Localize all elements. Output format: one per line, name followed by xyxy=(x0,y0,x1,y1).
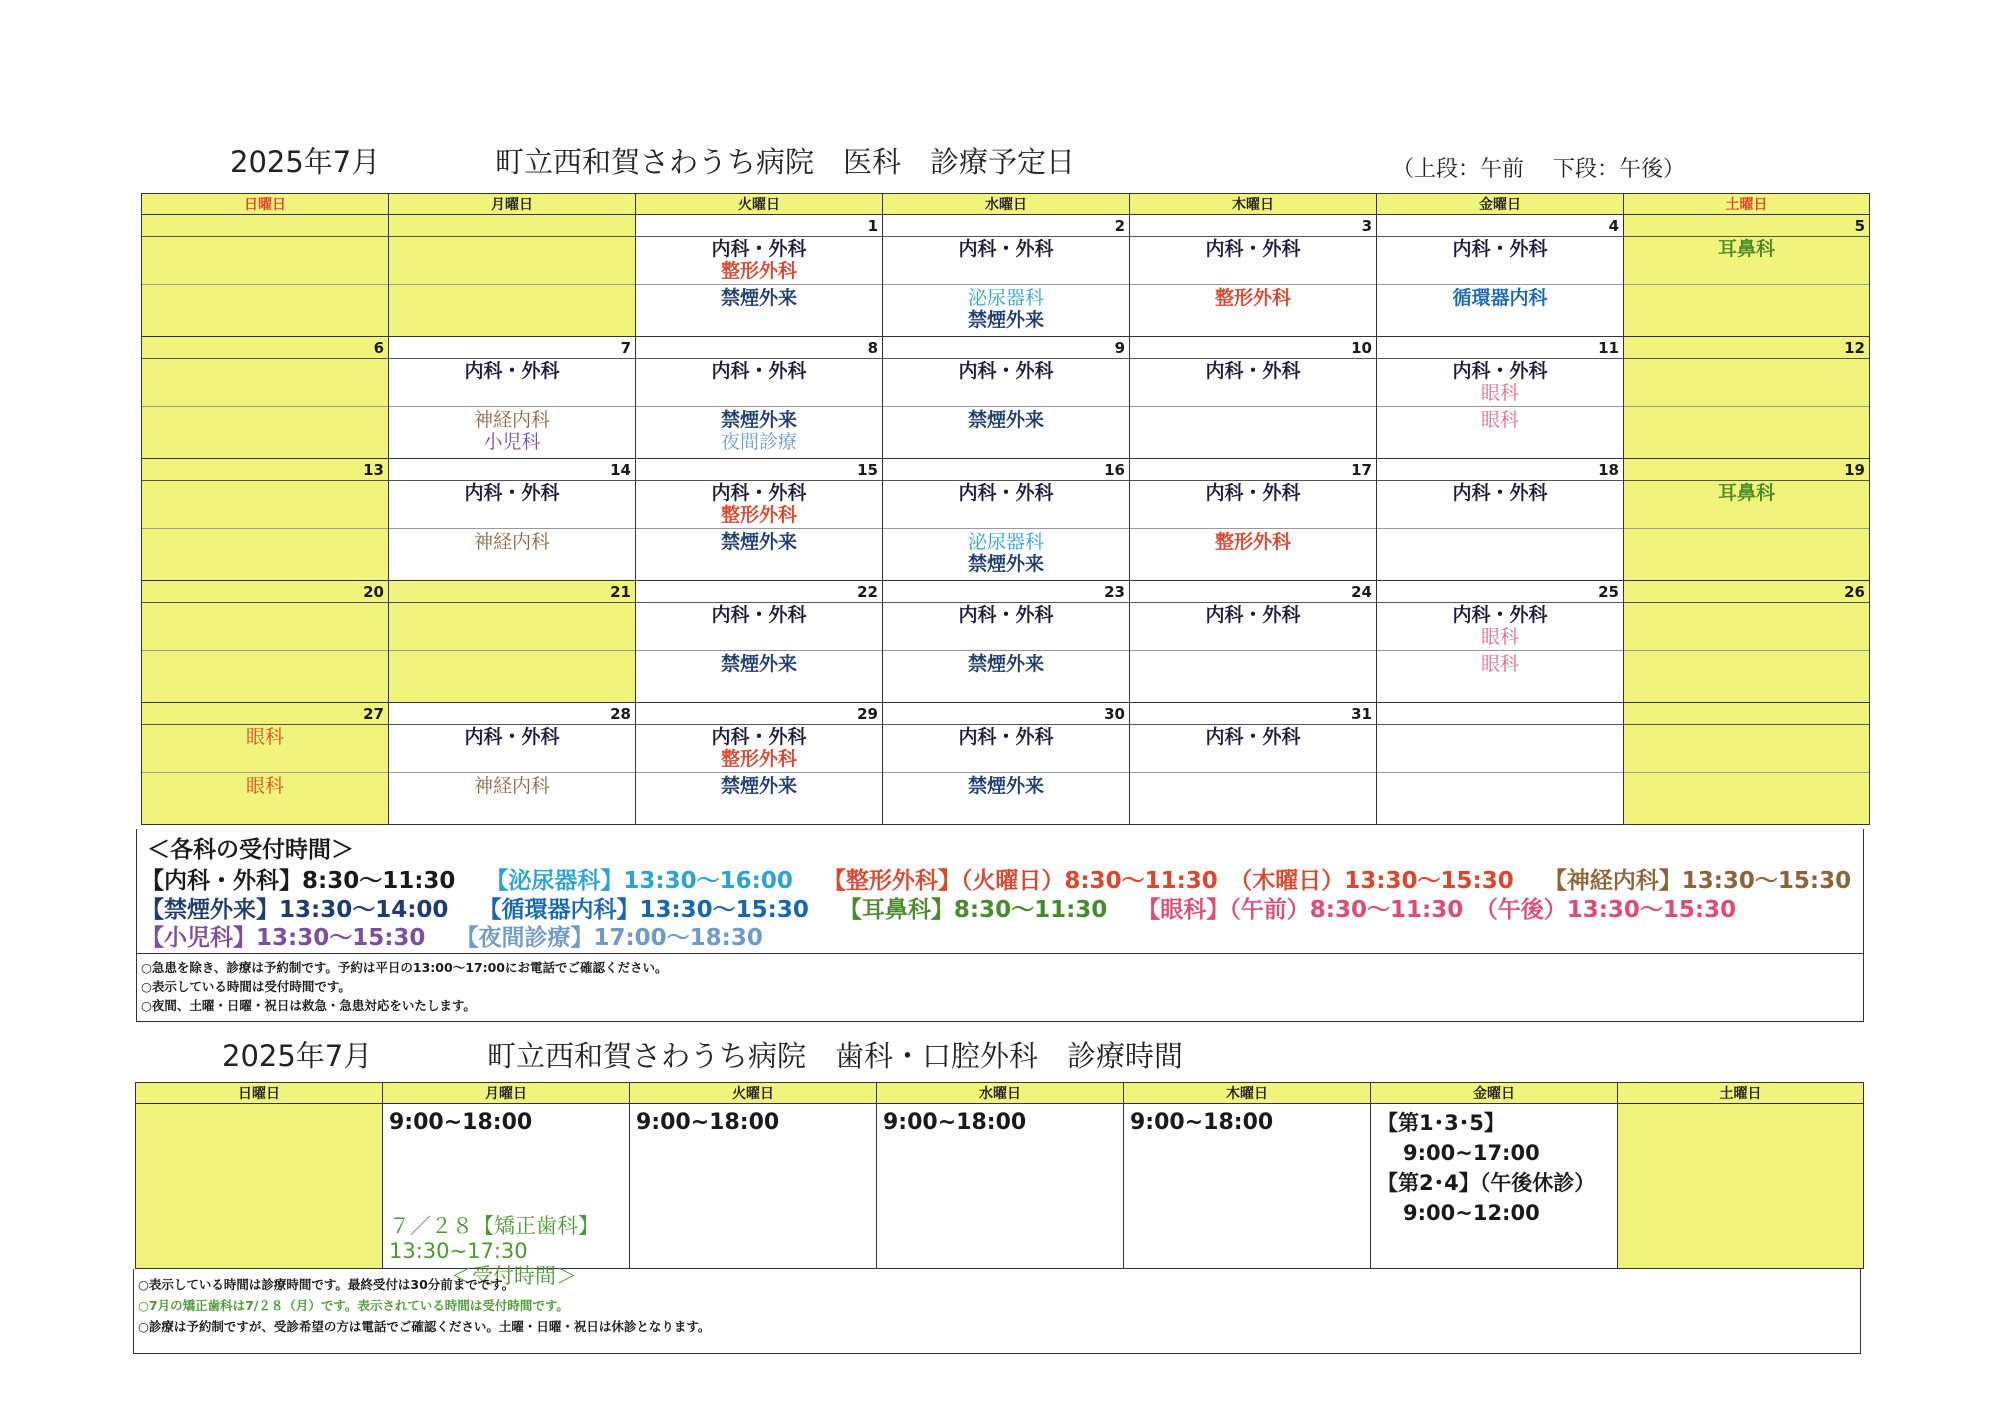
weekday-header: 土曜日 xyxy=(1624,194,1870,215)
dental-title-row xyxy=(222,1034,1722,1074)
department-label: 眼科 xyxy=(1480,382,1519,404)
calendar-day xyxy=(389,215,636,337)
weekday-header: 火曜日 xyxy=(630,1083,877,1104)
department-label: 整形外科 xyxy=(720,504,797,526)
cell-divider xyxy=(883,602,1129,603)
department-label: 小児科 xyxy=(483,431,541,453)
day-number: 26 xyxy=(1844,583,1865,601)
afternoon-slot xyxy=(1377,653,1623,675)
medical-month: 2025年7月 xyxy=(230,145,381,179)
morning-slot xyxy=(1377,238,1623,260)
calendar-day xyxy=(636,703,883,825)
calendar-day xyxy=(389,703,636,825)
calendar-day xyxy=(142,337,389,459)
day-number: 5 xyxy=(1854,217,1865,235)
department-label: 循環器内科 xyxy=(1452,287,1548,309)
calendar-day xyxy=(142,703,389,825)
calendar-day xyxy=(1377,581,1624,703)
afternoon-slot xyxy=(1130,287,1376,309)
department-label: 神経内科 xyxy=(473,409,550,431)
department-label: 禁煙外来 xyxy=(967,775,1044,797)
friday-week-135: 【第1･3･5】 xyxy=(1377,1111,1505,1135)
cell-divider xyxy=(1377,602,1623,603)
reception-hours-item: 【小児科】13:30～15:30 xyxy=(141,925,426,951)
day-number: 3 xyxy=(1361,217,1372,235)
cell-divider xyxy=(389,772,635,773)
weekday-header: 木曜日 xyxy=(1130,194,1377,215)
day-number: 28 xyxy=(610,705,631,723)
day-number: 9 xyxy=(1114,339,1125,357)
reception-line-3 xyxy=(141,919,793,952)
afternoon-slot xyxy=(636,775,882,797)
morning-slot xyxy=(636,726,882,770)
medical-calendar xyxy=(141,193,1870,825)
department-label: 内科・外科 xyxy=(711,482,807,504)
cell-divider xyxy=(1377,236,1623,237)
cell-divider xyxy=(1624,284,1869,285)
weekday-header: 水曜日 xyxy=(877,1083,1124,1104)
day-number: 18 xyxy=(1598,461,1619,479)
morning-slot xyxy=(389,360,635,382)
day-number: 15 xyxy=(857,461,878,479)
ortho-hours: 13:30~17:30 xyxy=(389,1239,528,1263)
department-label: 内科・外科 xyxy=(464,360,560,382)
afternoon-slot xyxy=(883,287,1129,331)
afternoon-slot xyxy=(636,409,882,453)
department-label: 内科・外科 xyxy=(1205,726,1301,748)
cell-divider xyxy=(142,236,388,237)
day-number: 20 xyxy=(363,583,384,601)
cell-divider xyxy=(1624,406,1869,407)
day-number: 17 xyxy=(1351,461,1372,479)
weekday-header: 土曜日 xyxy=(1618,1083,1864,1104)
weekday-header: 木曜日 xyxy=(1124,1083,1371,1104)
afternoon-slot xyxy=(883,409,1129,431)
friday-week-24: 【第2･4】（午後休診） xyxy=(1377,1171,1596,1195)
weekday-header: 月曜日 xyxy=(383,1083,630,1104)
department-label: 内科・外科 xyxy=(958,726,1054,748)
morning-slot xyxy=(1130,238,1376,260)
morning-slot xyxy=(389,726,635,748)
calendar-day xyxy=(142,215,389,337)
department-label: 整形外科 xyxy=(720,260,797,282)
cell-divider xyxy=(1624,724,1869,725)
morning-slot xyxy=(1377,360,1623,404)
cell-divider xyxy=(1377,724,1623,725)
reception-hours-item: 【夜間診療】17:00～18:30 xyxy=(455,925,763,951)
cell-divider xyxy=(883,528,1129,529)
afternoon-slot xyxy=(1377,409,1623,431)
department-label: 内科・外科 xyxy=(1205,482,1301,504)
reception-hours-item: 【耳鼻科】8:30～11:30 xyxy=(838,897,1108,923)
morning-slot xyxy=(1130,726,1376,748)
cell-divider xyxy=(1377,480,1623,481)
cell-divider xyxy=(1624,358,1869,359)
cell-divider xyxy=(389,406,635,407)
department-label: 内科・外科 xyxy=(1452,604,1548,626)
dental-wednesday xyxy=(877,1104,1124,1269)
morning-slot xyxy=(1624,482,1869,504)
afternoon-slot xyxy=(636,531,882,553)
morning-slot xyxy=(636,360,882,382)
cell-divider xyxy=(883,724,1129,725)
day-number: 19 xyxy=(1844,461,1865,479)
department-label: 眼科 xyxy=(245,775,284,797)
cell-divider xyxy=(1130,358,1376,359)
calendar-day xyxy=(1624,703,1870,825)
department-label: 整形外科 xyxy=(720,748,797,770)
department-label: 整形外科 xyxy=(1214,287,1291,309)
calendar-day xyxy=(883,459,1130,581)
cell-divider xyxy=(883,236,1129,237)
calendar-day xyxy=(1130,581,1377,703)
cell-divider xyxy=(1130,480,1376,481)
day-number: 22 xyxy=(857,583,878,601)
morning-slot xyxy=(389,482,635,504)
day-number: 7 xyxy=(620,339,631,357)
ortho-date: ７／２８【矯正歯科】 xyxy=(389,1214,599,1238)
department-label: 耳鼻科 xyxy=(1717,482,1775,504)
morning-slot xyxy=(636,238,882,282)
afternoon-slot xyxy=(389,409,635,453)
cell-divider xyxy=(1130,602,1376,603)
department-label: 内科・外科 xyxy=(1205,238,1301,260)
cell-divider xyxy=(1624,528,1869,529)
cell-divider xyxy=(142,480,388,481)
day-number: 31 xyxy=(1351,705,1372,723)
friday-hours-135: 9:00~17:00 xyxy=(1403,1141,1540,1165)
dental-thursday xyxy=(1124,1104,1371,1269)
cell-divider xyxy=(883,406,1129,407)
cell-divider xyxy=(636,724,882,725)
department-label: 眼科 xyxy=(245,726,284,748)
cell-divider xyxy=(142,284,388,285)
calendar-day xyxy=(636,581,883,703)
dental-saturday xyxy=(1618,1104,1864,1269)
am-pm-legend: （上段：午前 下段：午後） xyxy=(1392,157,1685,182)
dental-title: 町立西和賀さわうち病院 歯科・口腔外科 診療時間 xyxy=(487,1039,1184,1073)
cell-divider xyxy=(636,236,882,237)
reception-heading: ＜各科の受付時間＞ xyxy=(147,837,354,863)
reception-hours-item: 【眼科】（午前）8:30～11:30 （午後）13:30～15:30 xyxy=(1137,897,1737,923)
morning-slot xyxy=(883,360,1129,382)
cell-divider xyxy=(883,358,1129,359)
calendar-day xyxy=(1377,703,1624,825)
cell-divider xyxy=(1130,236,1376,237)
medical-note-3: ○夜間、土曜・日曜・祝日は救急・急患対応をいたします。 xyxy=(141,998,476,1013)
calendar-day xyxy=(1130,215,1377,337)
calendar-day xyxy=(142,459,389,581)
cell-divider xyxy=(142,724,388,725)
reception-hours-item: 【禁煙外来】13:30～14:00 xyxy=(141,897,449,923)
cell-divider xyxy=(1624,236,1869,237)
department-label: 泌尿器科 xyxy=(967,287,1044,309)
medical-note-2: ○表示している時間は受付時間です。 xyxy=(141,979,351,994)
calendar-day xyxy=(636,215,883,337)
calendar-day xyxy=(389,337,636,459)
cell-divider xyxy=(1377,406,1623,407)
cell-divider xyxy=(142,528,388,529)
calendar-day xyxy=(1130,703,1377,825)
department-label: 整形外科 xyxy=(1214,531,1291,553)
weekday-header: 金曜日 xyxy=(1377,194,1624,215)
reception-hours-item: 【内科・外科】8:30～11:30 xyxy=(141,868,456,894)
cell-divider xyxy=(389,480,635,481)
calendar-day xyxy=(1130,459,1377,581)
department-label: 眼科 xyxy=(1480,409,1519,431)
cell-divider xyxy=(389,284,635,285)
medical-note-1: ○急患を除き、診療は予約制です。予約は平日の13:00～17:00にお電話でご確認ください。 xyxy=(141,960,668,975)
department-label: 泌尿器科 xyxy=(967,531,1044,553)
calendar-day xyxy=(883,581,1130,703)
day-number: 24 xyxy=(1351,583,1372,601)
cell-divider xyxy=(142,650,388,651)
department-label: 内科・外科 xyxy=(711,238,807,260)
morning-slot xyxy=(1130,360,1376,382)
morning-slot xyxy=(1624,238,1869,260)
reception-hours-item: 【循環器内科】13:30～15:30 xyxy=(478,897,809,923)
dental-month: 2025年7月 xyxy=(222,1039,373,1073)
day-number: 21 xyxy=(610,583,631,601)
cell-divider xyxy=(636,480,882,481)
day-number: 25 xyxy=(1598,583,1619,601)
department-label: 内科・外科 xyxy=(464,726,560,748)
department-label: 内科・外科 xyxy=(1452,238,1548,260)
dental-note-3: ○診療は予約制ですが、受診希望の方は電話でご確認ください。土曜・日曜・祝日は休診となります。 xyxy=(138,1319,711,1334)
cell-divider xyxy=(636,650,882,651)
day-number: 30 xyxy=(1104,705,1125,723)
cell-divider xyxy=(636,284,882,285)
monday-hours: 9:00~18:00 xyxy=(389,1110,533,1135)
department-label: 内科・外科 xyxy=(464,482,560,504)
reception-hours-box xyxy=(136,829,1864,1022)
calendar-day xyxy=(1377,337,1624,459)
afternoon-slot xyxy=(883,531,1129,575)
afternoon-slot xyxy=(389,531,635,553)
department-label: 内科・外科 xyxy=(1205,604,1301,626)
friday-hours xyxy=(1377,1108,1595,1228)
morning-slot xyxy=(1130,482,1376,504)
weekday-header: 日曜日 xyxy=(136,1083,383,1104)
cell-divider xyxy=(883,772,1129,773)
department-label: 禁煙外来 xyxy=(967,409,1044,431)
cell-divider xyxy=(883,650,1129,651)
cell-divider xyxy=(636,358,882,359)
department-label: 内科・外科 xyxy=(958,238,1054,260)
department-label: 禁煙外来 xyxy=(720,531,797,553)
reception-hours-item: 【整形外科】（火曜日）8:30～11:30 （木曜日）13:30～15:30 xyxy=(822,868,1514,894)
calendar-day xyxy=(1624,581,1870,703)
department-label: 禁煙外来 xyxy=(720,287,797,309)
tuesday-hours: 9:00~18:00 xyxy=(636,1110,780,1135)
cell-divider xyxy=(1130,284,1376,285)
day-number: 10 xyxy=(1351,339,1372,357)
wednesday-hours: 9:00~18:00 xyxy=(883,1110,1027,1135)
day-number: 2 xyxy=(1114,217,1125,235)
cell-divider xyxy=(1624,480,1869,481)
dental-note-2: ○7月の矯正歯科は7/２８（月）です。表示されている時間は受付時間です。 xyxy=(138,1298,569,1313)
cell-divider xyxy=(1624,650,1869,651)
reception-hours-item: 【神経内科】13:30～15:30 xyxy=(1543,868,1852,894)
department-label: 耳鼻科 xyxy=(1717,238,1775,260)
department-label: 禁煙外来 xyxy=(720,653,797,675)
cell-divider xyxy=(1130,528,1376,529)
calendar-day xyxy=(1624,337,1870,459)
morning-slot xyxy=(1377,482,1623,504)
department-label: 内科・外科 xyxy=(711,604,807,626)
department-label: 禁煙外来 xyxy=(967,653,1044,675)
cell-divider xyxy=(389,236,635,237)
department-label: 内科・外科 xyxy=(958,604,1054,626)
cell-divider xyxy=(1377,358,1623,359)
department-label: 内科・外科 xyxy=(1452,482,1548,504)
cell-divider xyxy=(389,724,635,725)
calendar-day xyxy=(1377,215,1624,337)
department-label: 内科・外科 xyxy=(711,726,807,748)
medical-title: 町立西和賀さわうち病院 医科 診療予定日 xyxy=(495,145,1076,179)
department-label: 夜間診療 xyxy=(720,431,797,453)
cell-divider xyxy=(1377,650,1623,651)
cell-divider xyxy=(883,480,1129,481)
calendar-day xyxy=(389,459,636,581)
weekday-header: 金曜日 xyxy=(1371,1083,1618,1104)
afternoon-slot xyxy=(883,775,1129,797)
department-label: 禁煙外来 xyxy=(967,553,1044,575)
morning-slot xyxy=(883,604,1129,626)
day-number: 1 xyxy=(867,217,878,235)
afternoon-slot xyxy=(142,775,388,797)
day-number: 16 xyxy=(1104,461,1125,479)
dental-notes-box xyxy=(133,1269,1861,1354)
cell-divider xyxy=(389,528,635,529)
dental-sunday xyxy=(136,1104,383,1269)
calendar-day xyxy=(883,703,1130,825)
afternoon-slot xyxy=(636,653,882,675)
day-number: 27 xyxy=(363,705,384,723)
dental-monday xyxy=(383,1104,630,1288)
department-label: 内科・外科 xyxy=(958,360,1054,382)
cell-divider xyxy=(142,602,388,603)
calendar-day xyxy=(1624,215,1870,337)
dental-note-1: ○表示している時間は診療時間です。最終受付は30分前までです。 xyxy=(138,1277,515,1292)
day-number: 6 xyxy=(373,339,384,357)
weekday-header: 水曜日 xyxy=(883,194,1130,215)
dental-friday xyxy=(1371,1104,1618,1269)
morning-slot xyxy=(636,482,882,526)
day-number: 13 xyxy=(363,461,384,479)
cell-divider xyxy=(142,358,388,359)
cell-divider xyxy=(1130,650,1376,651)
department-label: 禁煙外来 xyxy=(720,409,797,431)
calendar-day xyxy=(389,581,636,703)
day-number: 14 xyxy=(610,461,631,479)
calendar-day xyxy=(636,337,883,459)
cell-divider xyxy=(1377,528,1623,529)
divider xyxy=(137,953,1863,954)
calendar-day xyxy=(1130,337,1377,459)
day-number: 12 xyxy=(1844,339,1865,357)
calendar-day xyxy=(1377,459,1624,581)
cell-divider xyxy=(1377,772,1623,773)
cell-divider xyxy=(1624,772,1869,773)
dental-tuesday xyxy=(630,1104,877,1269)
cell-divider xyxy=(389,358,635,359)
cell-divider xyxy=(1624,602,1869,603)
department-label: 神経内科 xyxy=(473,531,550,553)
cell-divider xyxy=(389,602,635,603)
morning-slot xyxy=(883,482,1129,504)
day-number: 11 xyxy=(1598,339,1619,357)
cell-divider xyxy=(636,772,882,773)
cell-divider xyxy=(1377,284,1623,285)
calendar-day xyxy=(636,459,883,581)
department-label: 内科・外科 xyxy=(711,360,807,382)
morning-slot xyxy=(142,726,388,748)
cell-divider xyxy=(636,406,882,407)
friday-hours-24: 9:00~12:00 xyxy=(1403,1201,1540,1225)
ortho-label: ＜受付時間＞ xyxy=(451,1264,577,1288)
calendar-day xyxy=(142,581,389,703)
day-number: 23 xyxy=(1104,583,1125,601)
department-label: 禁煙外来 xyxy=(720,775,797,797)
weekday-header: 日曜日 xyxy=(142,194,389,215)
cell-divider xyxy=(1130,406,1376,407)
afternoon-slot xyxy=(1377,287,1623,309)
calendar-day xyxy=(1624,459,1870,581)
morning-slot xyxy=(1377,604,1623,648)
afternoon-slot xyxy=(389,775,635,797)
cell-divider xyxy=(1130,772,1376,773)
department-label: 神経内科 xyxy=(473,775,550,797)
thursday-hours: 9:00~18:00 xyxy=(1130,1110,1274,1135)
department-label: 眼科 xyxy=(1480,653,1519,675)
day-number: 29 xyxy=(857,705,878,723)
afternoon-slot xyxy=(1130,531,1376,553)
cell-divider xyxy=(883,284,1129,285)
cell-divider xyxy=(142,772,388,773)
calendar-day xyxy=(883,215,1130,337)
cell-divider xyxy=(142,406,388,407)
weekday-header: 火曜日 xyxy=(636,194,883,215)
cell-divider xyxy=(636,528,882,529)
morning-slot xyxy=(1130,604,1376,626)
calendar-day xyxy=(883,337,1130,459)
department-label: 眼科 xyxy=(1480,626,1519,648)
morning-slot xyxy=(883,726,1129,748)
cell-divider xyxy=(636,602,882,603)
morning-slot xyxy=(636,604,882,626)
weekday-header: 月曜日 xyxy=(389,194,636,215)
department-label: 内科・外科 xyxy=(1452,360,1548,382)
afternoon-slot xyxy=(636,287,882,309)
day-number: 4 xyxy=(1608,217,1619,235)
department-label: 内科・外科 xyxy=(958,482,1054,504)
cell-divider xyxy=(1130,724,1376,725)
morning-slot xyxy=(883,238,1129,260)
afternoon-slot xyxy=(883,653,1129,675)
day-number: 8 xyxy=(867,339,878,357)
department-label: 禁煙外来 xyxy=(967,309,1044,331)
reception-hours-item: 【泌尿器科】13:30～16:00 xyxy=(485,868,793,894)
department-label: 内科・外科 xyxy=(1205,360,1301,382)
cell-divider xyxy=(389,650,635,651)
